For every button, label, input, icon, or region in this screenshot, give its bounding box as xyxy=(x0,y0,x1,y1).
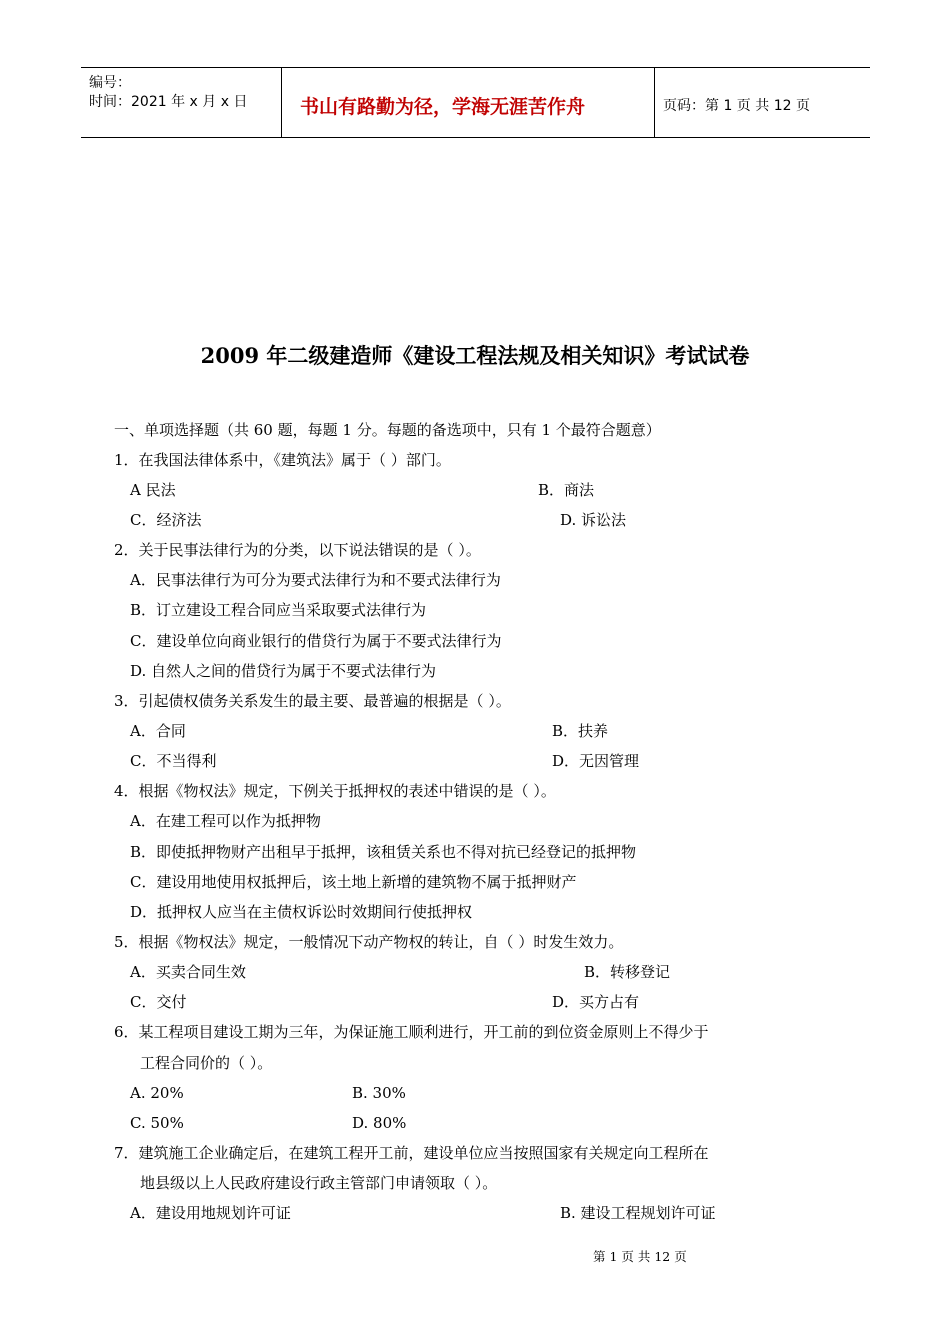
option-c: C．不当得利 xyxy=(130,752,217,770)
option-d: D．无因管理 xyxy=(552,752,640,770)
question-stem-continued: 工程合同价的（ ）。 xyxy=(140,1054,273,1072)
option-d: D．抵押权人应当在主债权诉讼时效期间行使抵押权 xyxy=(130,903,473,921)
option-a: A．在建工程可以作为抵押物 xyxy=(130,812,321,830)
question-stem: 4．根据《物权法》规定，下例关于抵押权的表述中错误的是（ ）。 xyxy=(114,782,556,800)
option-d: D. 自然人之间的借贷行为属于不要式法律行为 xyxy=(130,662,437,680)
page-info: 页码：第 1 页 共 12 页 xyxy=(663,98,810,114)
option-a: A．民事法律行为可分为要式法律行为和不要式法律行为 xyxy=(130,571,501,589)
question-stem: 7．建筑施工企业确定后，在建筑工程开工前，建设单位应当按照国家有关规定向工程所在 xyxy=(114,1144,709,1162)
section-heading: 一、单项选择题（共 60 题，每题 1 分。每题的备选项中，只有 1 个最符合题意） xyxy=(114,421,661,439)
option-a: A. 20% xyxy=(130,1084,184,1102)
question-stem: 5．根据《物权法》规定，一般情况下动产物权的转让，自（ ）时发生效力。 xyxy=(114,933,624,951)
option-c: C．建设用地使用权抵押后，该土地上新增的建筑物不属于抵押财产 xyxy=(130,873,577,891)
option-a: A．建设用地规划许可证 xyxy=(130,1204,291,1222)
date-line: 时间：2021 年 x 月 x 日 xyxy=(89,94,248,110)
option-a: A．买卖合同生效 xyxy=(130,963,246,981)
option-d: D. 诉讼法 xyxy=(560,511,627,529)
question-stem: 3．引起债权债务关系发生的最主要、最普遍的根据是（ ）。 xyxy=(114,692,511,710)
header-divider xyxy=(281,68,282,137)
option-b: B. 建设工程规划许可证 xyxy=(560,1204,716,1222)
option-a: A 民法 xyxy=(130,481,176,499)
option-b: B．订立建设工程合同应当采取要式法律行为 xyxy=(130,601,427,619)
option-c: C．经济法 xyxy=(130,511,202,529)
header-table xyxy=(81,67,870,138)
question-stem: 2．关于民事法律行为的分类，以下说法错误的是（ ）。 xyxy=(114,541,481,559)
option-b: B．扶养 xyxy=(552,722,609,740)
motto: 书山有路勤为径，学海无涯苦作舟 xyxy=(300,96,586,118)
option-b: B．商法 xyxy=(538,481,595,499)
question-stem-continued: 地县级以上人民政府建设行政主管部门申请领取（ ）。 xyxy=(140,1174,498,1192)
option-b: B．即使抵押物财产出租早于抵押，该租赁关系也不得对抗已经登记的抵押物 xyxy=(130,843,637,861)
header-divider xyxy=(654,68,655,137)
question-stem: 6．某工程项目建设工期为三年，为保证施工顺利进行，开工前的到位资金原则上不得少于 xyxy=(114,1023,709,1041)
option-c: C．建设单位向商业银行的借贷行为属于不要式法律行为 xyxy=(130,632,502,650)
option-c: C. 50% xyxy=(130,1114,184,1132)
option-b: B．转移登记 xyxy=(584,963,671,981)
exam-title: 2009 年二级建造师《建设工程法规及相关知识》考试试卷 xyxy=(200,343,750,368)
page-footer: 第 1 页 共 12 页 xyxy=(593,1249,687,1264)
option-a: A．合同 xyxy=(130,722,186,740)
question-stem: 1．在我国法律体系中，《建筑法》属于（ ）部门。 xyxy=(114,451,451,469)
option-d: D．买方占有 xyxy=(552,993,640,1011)
option-b: B. 30% xyxy=(352,1084,406,1102)
serial-label: 编号： xyxy=(89,75,131,91)
option-d: D. 80% xyxy=(352,1114,407,1132)
option-c: C．交付 xyxy=(130,993,187,1011)
